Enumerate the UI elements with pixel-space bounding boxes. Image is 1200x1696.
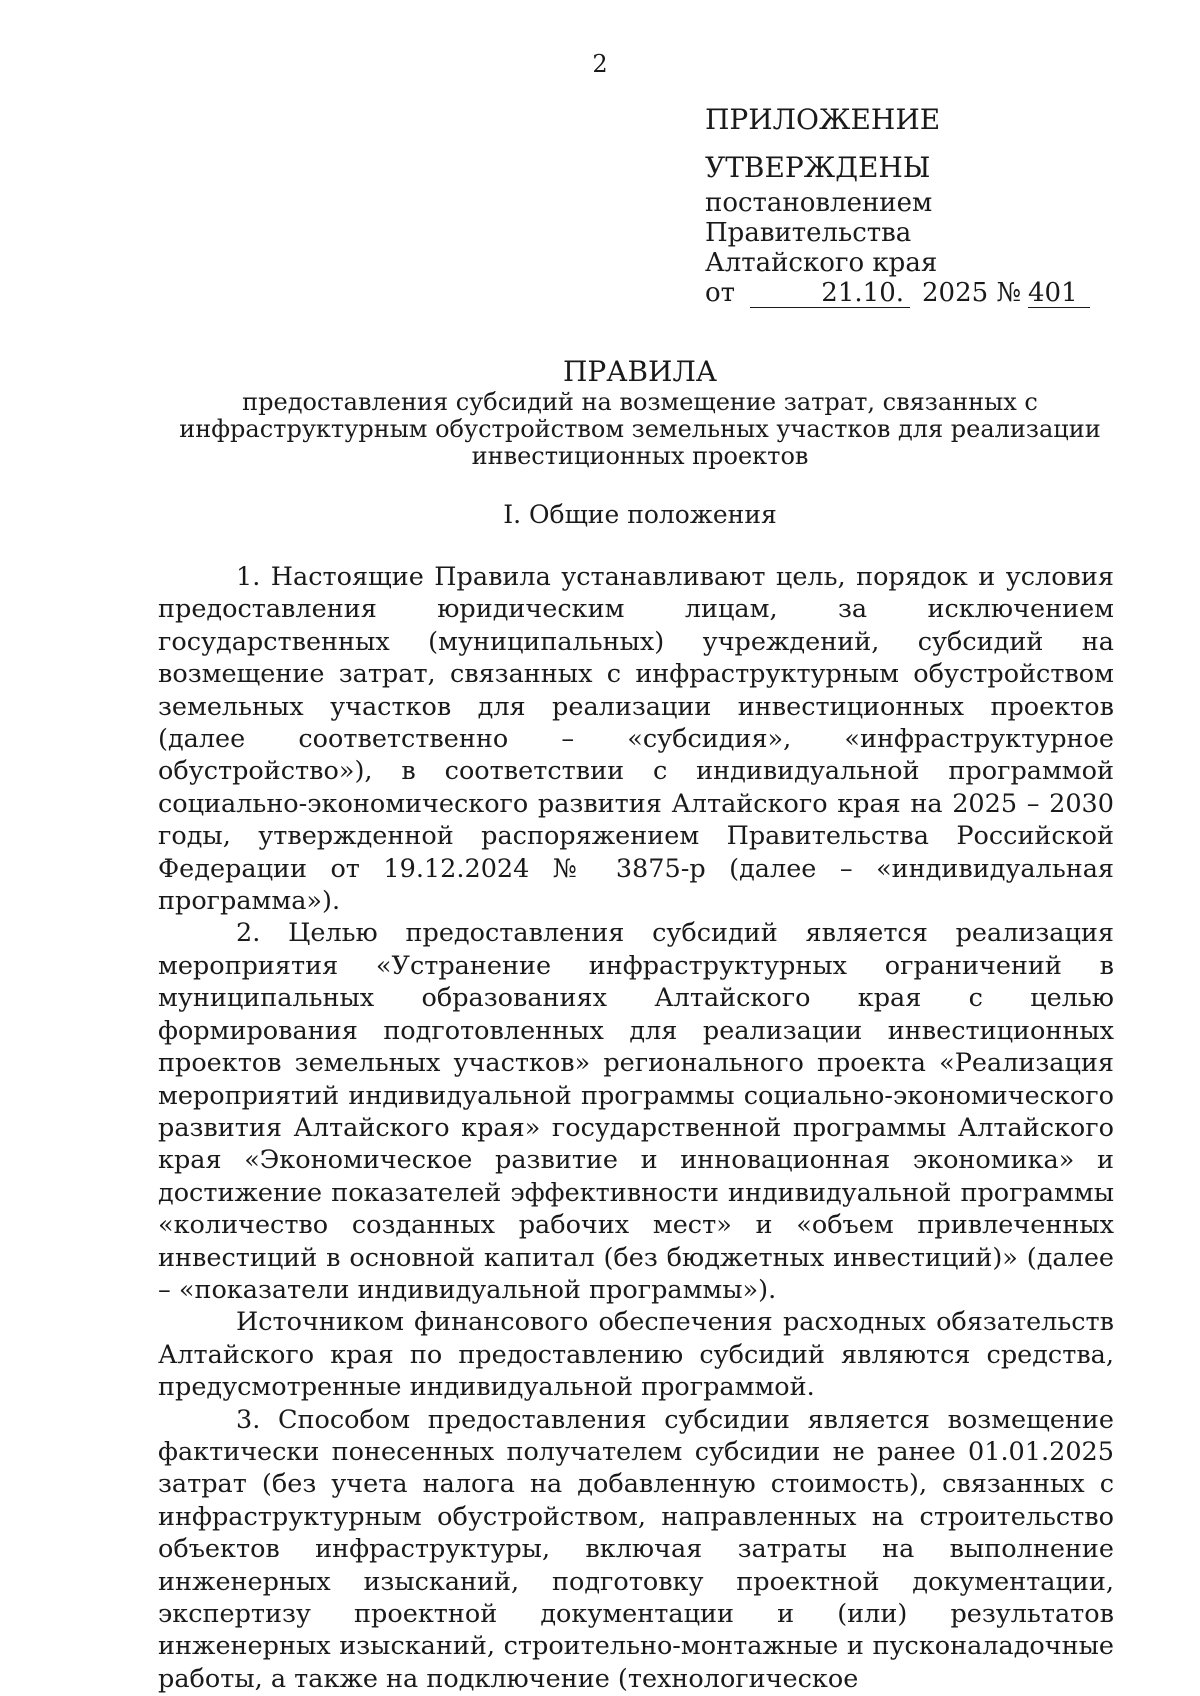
paragraph-3: 3. Способом предоставления субсидии является возмещение фактически понесенных получателем субсидии не ранее 01.01.2025 затрат (без учета налога на добавленную стоимость), связанных с инфраструктурным обустройством, направленных на строительство объектов инфраструктуры, включая затраты на выполнение инженерных изысканий, подготовку проектной документации, экспертизу проектной документации и (или) результатов инженерных изысканий, строительно-монтажные и пусконаладочные работы, а также на подключение (технологическое	[158, 1404, 1114, 1694]
resolution-year: 2025 №	[922, 278, 1022, 308]
resolution-date-line	[705, 278, 1125, 312]
appendix-label: ПРИЛОЖЕНИЕ	[705, 103, 941, 136]
resolution-number: 401	[1028, 278, 1090, 308]
from-label: от	[705, 278, 736, 308]
title-subtitle-line-2: инфраструктурным обустройством земельных участков для реализации	[179, 415, 1101, 443]
document-title	[130, 355, 1150, 470]
paragraph-1: 1. Настоящие Правила устанавливают цель, порядок и условия предоставления юридическим лицам, за исключением государственных (муниципальных) учреждений, субсидий на возмещение затрат, связанных с инфраструктурным обустройством земельных участков для реализации инвестиционных проектов (далее соответственно – «субсидия», «инфраструктурное обустройство»), в соответствии с индивидуальной программой социально-экономического развития Алтайского края на 2025 – 2030 годы, утвержденной распоряжением Правительства Российской Федерации от 19.12.2024 № 3875-р (далее – «индивидуальная программа»).	[158, 562, 1114, 917]
title-main: ПРАВИЛА	[562, 355, 718, 388]
resolution-date: 21.10.	[750, 278, 910, 308]
title-subtitle-line-3: инвестиционных проектов	[471, 442, 809, 470]
title-subtitle-line-1: предоставления субсидий на возмещение затрат, связанных с	[242, 388, 1038, 416]
paragraph-2-funding: Источником финансового обеспечения расходных обязательств Алтайского края по предоставлению субсидий являются средства, предусмотренные индивидуальной программой.	[158, 1307, 1114, 1403]
approval-block	[705, 100, 1125, 312]
section-heading: I. Общие положения	[503, 500, 777, 529]
approved-label: УТВЕРЖДЕНЫ	[705, 151, 931, 184]
page-number: 2	[592, 50, 608, 78]
approved-by-line-1: постановлением Правительства	[705, 188, 933, 248]
paragraph-2: 2. Целью предоставления субсидий является реализация мероприятия «Устранение инфраструктурных ограничений в муниципальных образованиях Алтайского края с целью формирования подготовленных для реализации инвестиционных проектов земельных участков» регионального проекта «Реализация мероприятий индивидуальной программы социально-экономического развития Алтайского края» государственной программы Алтайского края «Экономическое развитие и инновационная экономика» и достижение показателей эффективности индивидуальной программы «количество созданных рабочих мест» и «объем привлеченных инвестиций в основной капитал (без бюджетных инвестиций)» (далее – «показатели индивидуальной программы»).	[158, 918, 1114, 1305]
approved-by-line-2: Алтайского края	[705, 248, 938, 278]
document-body	[158, 561, 1114, 1695]
